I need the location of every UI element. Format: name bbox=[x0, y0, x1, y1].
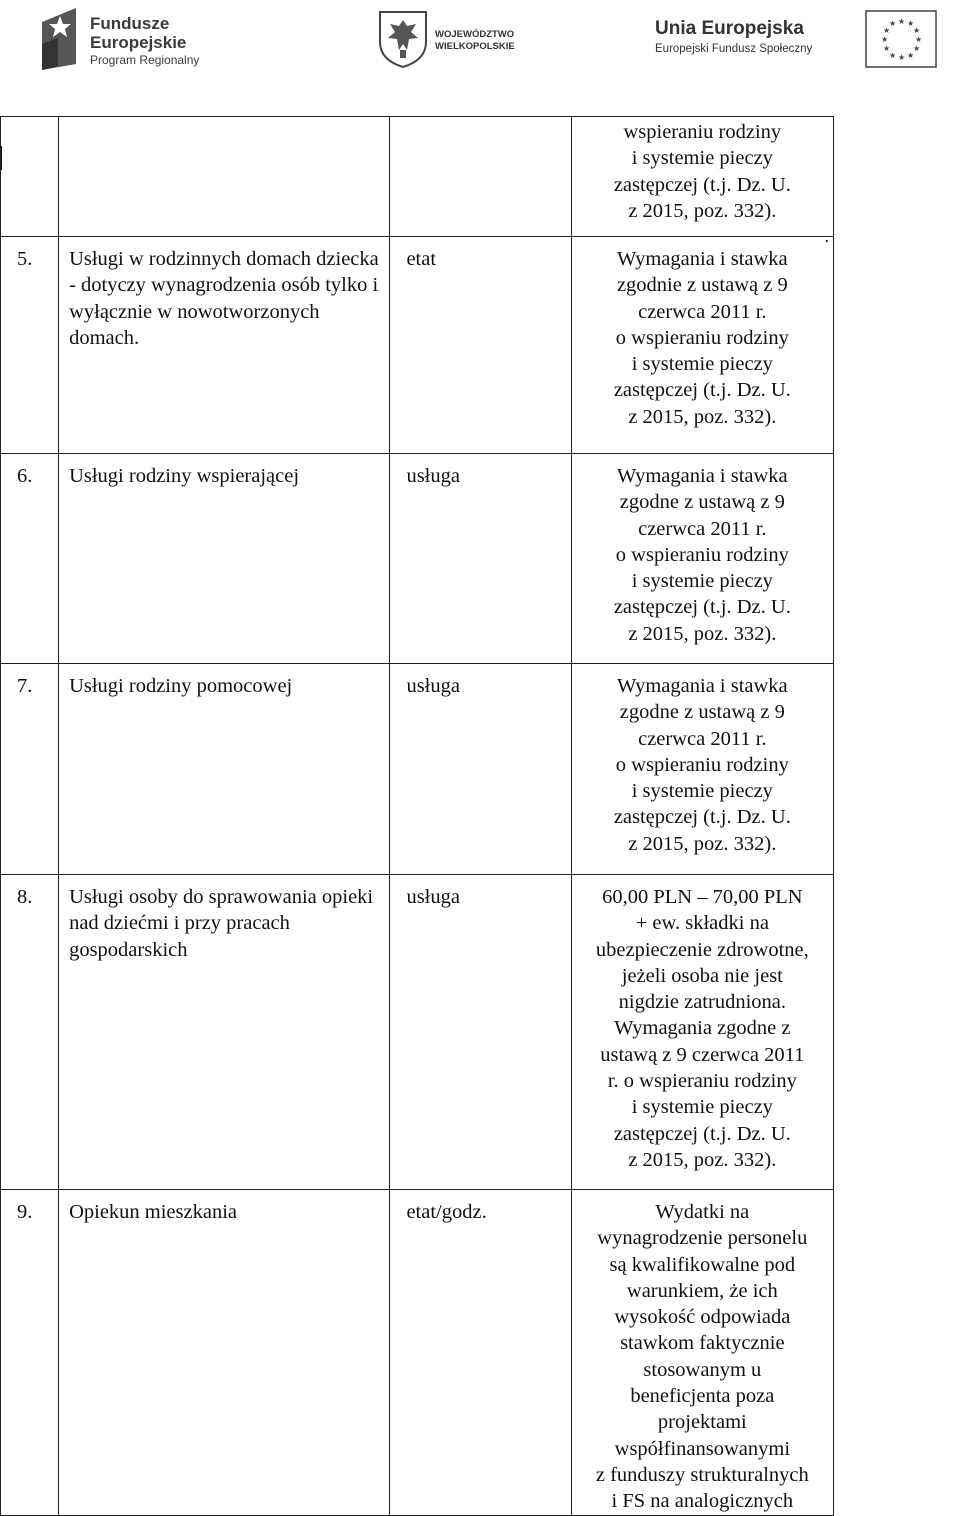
svg-text:★: ★ bbox=[883, 26, 891, 35]
req-line: Wydatki na bbox=[655, 1201, 750, 1223]
ue-logo-line2: Europejski Fundusz Społeczny bbox=[655, 43, 813, 55]
req-line: warunkiem, że ich bbox=[626, 1279, 778, 1302]
row-number: 6. bbox=[1, 454, 59, 664]
table-row bbox=[1, 237, 834, 454]
row-number: 8. bbox=[1, 875, 59, 1190]
req-line: z funduszy strukturalnych bbox=[595, 1463, 809, 1486]
req-line: zastępczej (t.j. Dz. U. bbox=[613, 806, 791, 829]
requirements bbox=[571, 237, 833, 454]
req-line: zgodne z ustawą z 9 bbox=[619, 491, 785, 514]
svg-text:★: ★ bbox=[889, 19, 897, 28]
table-row bbox=[1, 1190, 834, 1516]
table-row bbox=[1, 664, 834, 875]
req-line: Wymagania zgodne z bbox=[614, 1017, 791, 1040]
req-line: Wymagania i stawka bbox=[616, 675, 788, 697]
table-row bbox=[1, 875, 834, 1190]
svg-text:★: ★ bbox=[889, 51, 897, 60]
service-name: Usługi osoby do sprawowania opieki nad dziećmi i przy pracach gospodarskich bbox=[59, 875, 390, 1190]
req-line: o wspieraniu rodziny bbox=[615, 753, 789, 776]
svg-text:★: ★ bbox=[913, 26, 921, 35]
req-line: o wspieraniu rodziny bbox=[615, 543, 789, 566]
row-number: 7. bbox=[1, 664, 59, 875]
unit: usługa bbox=[390, 875, 571, 1190]
unit: etat/godz. bbox=[390, 1190, 571, 1516]
req-line: nigdzie zatrudniona. bbox=[618, 991, 786, 1014]
svg-text:★: ★ bbox=[915, 35, 923, 44]
service-name: Opiekun mieszkania bbox=[59, 1190, 390, 1516]
svg-text:★: ★ bbox=[913, 44, 921, 53]
req-line: zastępczej (t.j. Dz. U. bbox=[613, 379, 791, 402]
req-line: wynagrodzenie personelu bbox=[597, 1227, 808, 1250]
svg-text:★: ★ bbox=[881, 35, 889, 44]
ue-logo-line1: Unia Europejska bbox=[655, 18, 804, 39]
fe-logo-line2: Europejskie bbox=[90, 33, 187, 52]
svg-text:★: ★ bbox=[898, 53, 906, 62]
req-line: beneficjenta poza bbox=[630, 1385, 775, 1408]
fe-logo-line1: Fundusze bbox=[90, 14, 170, 33]
unit: usługa bbox=[390, 664, 571, 875]
req-line: czerwca 2011 r. bbox=[638, 727, 767, 750]
fundusze-europejskie-logo bbox=[38, 4, 228, 74]
unit: usługa bbox=[390, 454, 571, 664]
stray-dot: . bbox=[824, 226, 829, 246]
req-line: i systemie pieczy bbox=[631, 353, 773, 376]
req-line: r. o wspieraniu rodziny bbox=[607, 1070, 797, 1093]
requirements bbox=[571, 664, 833, 875]
cell-num bbox=[1, 117, 59, 237]
unit: etat bbox=[390, 237, 571, 454]
table-row bbox=[1, 454, 834, 664]
svg-text:★: ★ bbox=[907, 51, 915, 60]
service-name: Usługi rodziny pomocowej bbox=[59, 664, 390, 875]
req-line: i systemie pieczy bbox=[631, 1096, 773, 1119]
req-line: zgodne z ustawą z 9 bbox=[619, 701, 785, 724]
eagle-coat-of-arms-icon bbox=[378, 10, 428, 68]
req-line: z 2015, poz. 332). bbox=[628, 405, 777, 428]
req-line: wysokość odpowiada bbox=[614, 1306, 791, 1329]
svg-text:★: ★ bbox=[898, 17, 906, 26]
req-line: 60,00 PLN – 70,00 PLN bbox=[602, 886, 803, 908]
eu-flag-icon bbox=[865, 10, 937, 68]
req-line: ustawą z 9 czerwca 2011 bbox=[600, 1043, 805, 1066]
req-line: zastępczej (t.j. Dz. U. bbox=[613, 1122, 791, 1145]
service-name: Usługi rodziny wspierającej bbox=[59, 454, 390, 664]
req-line: stosowanym u bbox=[643, 1358, 762, 1381]
row-number: 9. bbox=[1, 1190, 59, 1516]
req-line: czerwca 2011 r. bbox=[638, 300, 767, 323]
req-line: z 2015, poz. 332). bbox=[628, 1148, 777, 1171]
fundusze-europejskie-emblem-icon bbox=[38, 4, 86, 72]
table-row-continuation bbox=[1, 117, 834, 237]
req-line: współfinansowanymi bbox=[614, 1437, 791, 1460]
fe-logo-line3: Program Regionalny bbox=[90, 53, 200, 67]
req-line: stawkom faktycznie bbox=[620, 1332, 785, 1355]
req-line: z 2015, poz. 332). bbox=[628, 832, 777, 855]
req-line: z 2015, poz. 332). bbox=[628, 199, 777, 222]
cell-requirements bbox=[571, 117, 833, 246]
req-line: są kwalifikowalne pod bbox=[609, 1253, 796, 1276]
req-line: Wymagania i stawka bbox=[616, 248, 788, 270]
row-number: 5. bbox=[1, 237, 59, 454]
req-line: i FS na analogicznych bbox=[611, 1490, 794, 1513]
service-name: Usługi w rodzinnych domach dziecka - dotyczy wynagrodzenia osób tylko i wyłącznie w nowotworzonych domach. bbox=[59, 237, 390, 454]
cell-unit bbox=[390, 117, 571, 237]
cell-name bbox=[59, 117, 390, 237]
svg-text:★: ★ bbox=[907, 19, 915, 28]
req-line: wspieraniu rodziny bbox=[623, 121, 782, 143]
req-line: projektami bbox=[657, 1411, 747, 1434]
req-line: i systemie pieczy bbox=[631, 147, 773, 170]
req-line: + ew. składki na bbox=[635, 912, 769, 935]
cost-table bbox=[0, 116, 834, 1516]
req-line: o wspieraniu rodziny bbox=[615, 326, 789, 349]
req-line: Wymagania i stawka bbox=[616, 465, 788, 487]
req-line: jeżeli osoba nie jest bbox=[621, 964, 783, 987]
req-line: i systemie pieczy bbox=[631, 570, 773, 593]
wlkp-logo-line2: WIELKOPOLSKIE bbox=[435, 41, 515, 52]
requirements bbox=[571, 1190, 833, 1516]
req-line: zastępczej (t.j. Dz. U. bbox=[613, 596, 791, 619]
req-line: ubezpieczenie zdrowotne, bbox=[595, 938, 809, 961]
req-line: zgodnie z ustawą z 9 bbox=[616, 274, 788, 297]
requirements bbox=[571, 875, 833, 1190]
requirements bbox=[571, 454, 833, 664]
req-line: i systemie pieczy bbox=[631, 780, 773, 803]
wojewodztwo-wielkopolskie-logo bbox=[378, 10, 548, 72]
req-line: z 2015, poz. 332). bbox=[628, 622, 777, 645]
svg-text:★: ★ bbox=[883, 44, 891, 53]
req-line: zastępczej (t.j. Dz. U. bbox=[613, 173, 791, 196]
wlkp-logo-line1: WOJEWÓDZTWO bbox=[435, 29, 515, 40]
req-line: czerwca 2011 r. bbox=[638, 517, 767, 540]
unia-europejska-logo bbox=[655, 10, 940, 70]
